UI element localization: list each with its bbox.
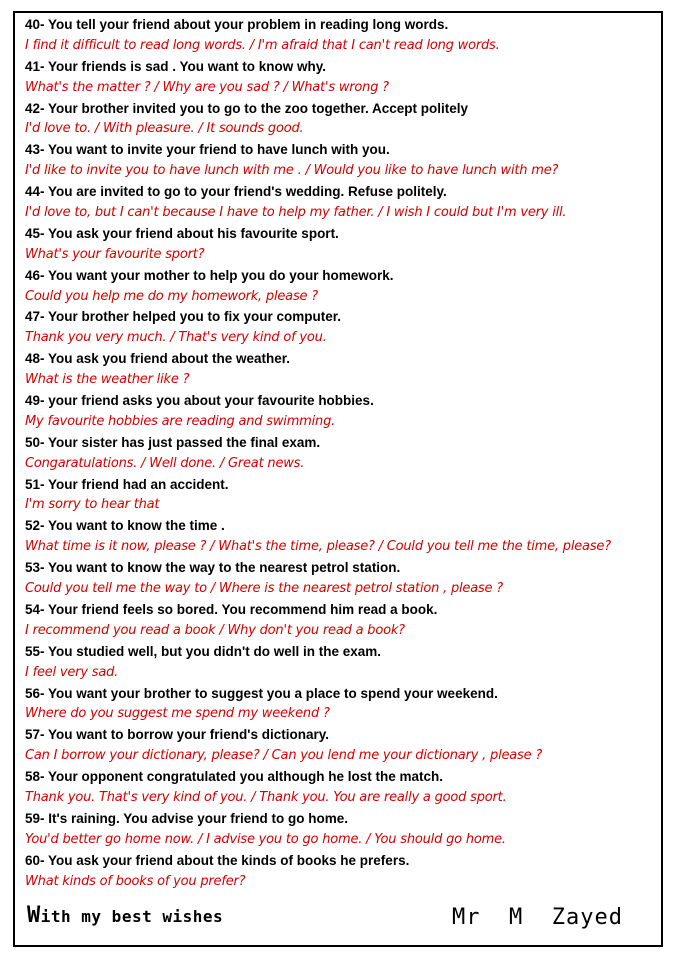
question-text: 50- Your sister has just passed the final exam. (25, 434, 321, 450)
answer-text: I find it difficult to read long words. / I'm afraid that I can't read long words. (25, 37, 500, 53)
list-item (25, 57, 655, 99)
question-text: 48- You ask you friend about the weather. (25, 351, 291, 367)
answer-text: You'd better go home now. / I advise you to go home. / You should go home. (25, 831, 506, 847)
list-item (25, 391, 655, 433)
answer-text: I recommend you read a book / Why don't you read a book? (25, 622, 405, 638)
question-list (25, 15, 655, 892)
list-item (25, 140, 655, 182)
closing-wishes-initial: W (27, 903, 41, 928)
list-item (25, 266, 655, 308)
list-item (25, 767, 655, 809)
list-item (25, 224, 655, 266)
author-signature: Mr M Zayed (452, 905, 623, 930)
answer-text: Where do you suggest me spend my weekend ? (25, 706, 330, 722)
list-item (25, 725, 655, 767)
list-item (25, 684, 655, 726)
question-text: 55- You studied well, but you didn't do well in the exam. (25, 643, 381, 659)
question-text: 46- You want your mother to help you do your homework. (25, 267, 394, 283)
answer-text: I feel very sad. (25, 664, 119, 680)
answer-text: What time is it now, please ? / What's the time, please? / Could you tell me the time, please? (25, 539, 611, 555)
question-text: 47- Your brother helped you to fix your computer. (25, 309, 342, 325)
list-item (25, 851, 655, 893)
answer-text: What's your favourite sport? (25, 246, 205, 262)
answer-text: I'd like to invite you to have lunch with me . / Would you like to have lunch with me? (25, 163, 559, 179)
list-item (25, 182, 655, 224)
question-text: 53- You want to know the way to the nearest petrol station. (25, 560, 401, 576)
list-item (25, 642, 655, 684)
question-text: 57- You want to borrow your friend's dictionary. (25, 727, 329, 743)
question-text: 60- You ask your friend about the kinds of books he prefers. (25, 852, 410, 868)
closing-wishes-text: ith my best wishes (40, 907, 224, 926)
question-text: 42- Your brother invited you to go to the zoo together. Accept politely (25, 100, 469, 116)
closing-wishes (27, 903, 223, 928)
question-text: 40- You tell your friend about your problem in reading long words. (25, 17, 449, 32)
question-text: 58- Your opponent congratulated you although he lost the match. (25, 769, 444, 785)
question-text: 44- You are invited to go to your friend's wedding. Refuse politely. (25, 184, 447, 200)
list-item (25, 15, 655, 57)
list-item (25, 307, 655, 349)
list-item (25, 433, 655, 475)
question-text: 56- You want your brother to suggest you a place to spend your weekend. (25, 685, 498, 701)
question-text: 49- your friend asks you about your favourite hobbies. (25, 393, 374, 409)
list-item (25, 558, 655, 600)
answer-text: Could you help me do my homework, please ? (25, 288, 318, 304)
question-text: 59- It's raining. You advise your friend to go home. (25, 810, 349, 826)
question-text: 45- You ask your friend about his favourite sport. (25, 225, 339, 241)
answer-text: What is the weather like ? (25, 372, 190, 388)
question-text: 52- You want to know the time . (25, 518, 225, 534)
question-text: 43- You want to invite your friend to have lunch with you. (25, 142, 390, 158)
list-item (25, 349, 655, 391)
list-item (25, 600, 655, 642)
answer-text: I'm sorry to hear that (25, 497, 160, 513)
answer-text: What kinds of books of you prefer? (25, 873, 246, 889)
worksheet-frame (13, 11, 663, 947)
answer-text: I'd love to. / With pleasure. / It sounds good. (25, 121, 304, 137)
list-item (25, 809, 655, 851)
answer-text: My favourite hobbies are reading and swimming. (25, 413, 336, 429)
question-text: 51- Your friend had an accident. (25, 476, 229, 492)
worksheet-footer (23, 901, 653, 937)
answer-text: Can I borrow your dictionary, please? / Can you lend me your dictionary , please ? (25, 748, 543, 764)
question-text: 41- Your friends is sad . You want to know why. (25, 58, 327, 74)
question-text: 54- Your friend feels so bored. You recommend him read a book. (25, 601, 438, 617)
list-item (25, 99, 655, 141)
answer-text: What's the matter ? / Why are you sad ? / What's wrong ? (25, 79, 389, 95)
answer-text: Could you tell me the way to / Where is the nearest petrol station , please ? (25, 581, 503, 597)
list-item (25, 516, 655, 558)
answer-text: Thank you. That's very kind of you. / Thank you. You are really a good sport. (25, 789, 507, 805)
list-item (25, 475, 655, 517)
answer-text: Thank you very much. / That's very kind of you. (25, 330, 327, 346)
answer-text: I'd love to, but I can't because I have to help my father. / I wish I could but I'm very ill. (25, 205, 567, 221)
answer-text: Congaratulations. / Well done. / Great news. (25, 455, 305, 471)
